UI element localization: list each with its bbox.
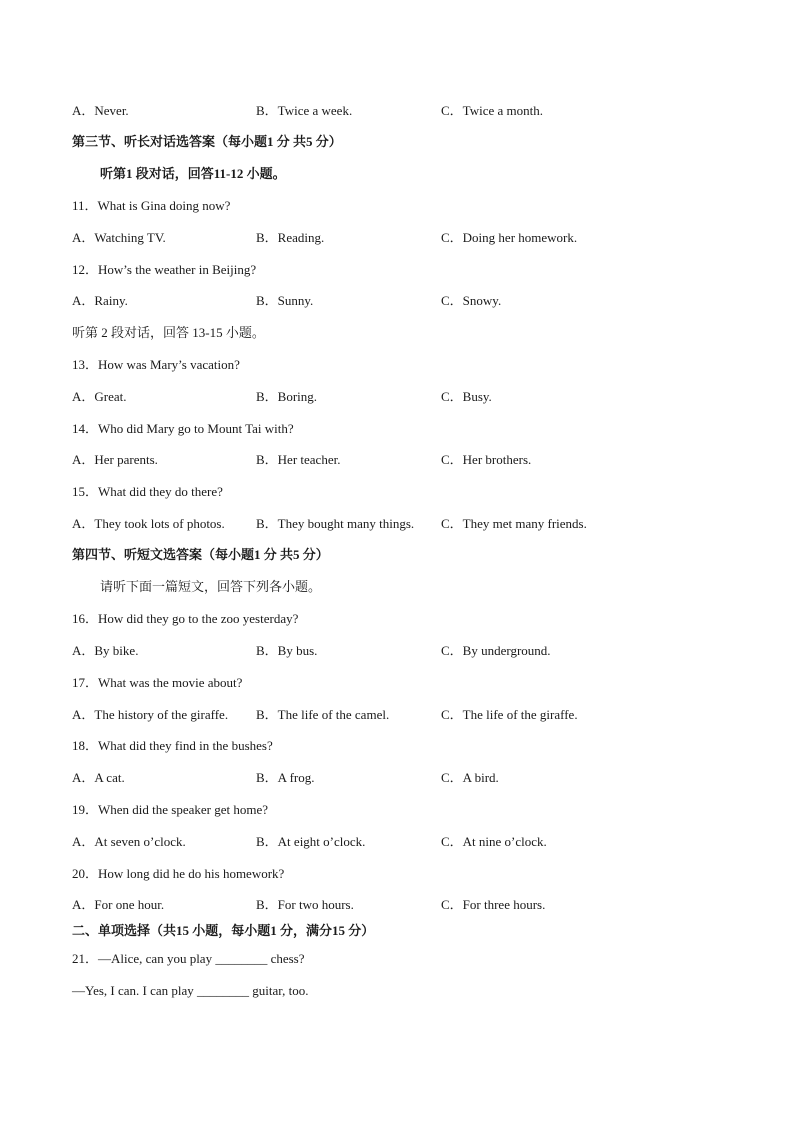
q17-option-b: B．The life of the camel. (256, 707, 390, 722)
q13-option-a: A．Great. (72, 389, 127, 404)
q15-option-c: C．They met many friends. (441, 516, 587, 531)
q15-option-a: A．They took lots of photos. (72, 516, 225, 531)
q19-option-c: C．At nine o’clock. (441, 834, 547, 849)
q18-option-a: A．A cat. (72, 770, 125, 785)
q15-option-b: B．They bought many things. (256, 516, 415, 531)
section3-title: 第三节、听长对话选答案（每小题1 分 共5 分） (72, 134, 342, 149)
q17-option-a: A．The history of the giraffe. (72, 707, 229, 722)
q12-option-b: B．Sunny. (256, 293, 314, 308)
q16-option-b: B．By bus. (256, 643, 318, 658)
q12-question: 12．How’s the weather in Beijing? (72, 262, 257, 277)
q20-option-c: C．For three hours. (441, 897, 546, 912)
q12-option-a: A．Rainy. (72, 293, 128, 308)
q10-option-b: B．Twice a week. (256, 103, 353, 118)
q21-line1: 21．—Alice, can you play ________ chess? (72, 951, 305, 966)
q18-option-b: B．A frog. (256, 770, 315, 785)
q12-option-c: C．Snowy. (441, 293, 502, 308)
q20-question: 20．How long did he do his homework? (72, 866, 285, 881)
section4-title: 第四节、听短文选答案（每小题1 分 共5 分） (72, 547, 329, 562)
q13-option-b: B．Boring. (256, 389, 318, 404)
q19-question: 19．When did the speaker get home? (72, 802, 269, 817)
q21-line2: —Yes, I can. I can play ________ guitar, too. (72, 983, 309, 998)
q14-option-b: B．Her teacher. (256, 452, 341, 467)
q16-option-c: C．By underground. (441, 643, 551, 658)
q18-question: 18．What did they find in the bushes? (72, 738, 273, 753)
q20-option-b: B．For two hours. (256, 897, 354, 912)
part-two-title: 二、单项选择（共15 小题，每小题1 分，满分15 分） (72, 923, 375, 938)
q14-option-a: A．Her parents. (72, 452, 158, 467)
q15-question: 15．What did they do there? (72, 484, 223, 499)
q11-option-c: C．Doing her homework. (441, 230, 578, 245)
section4-instruction: 请听下面一篇短文，回答下列各小题。 (100, 579, 322, 594)
q17-question: 17．What was the movie about? (72, 675, 243, 690)
q17-option-c: C．The life of the giraffe. (441, 707, 578, 722)
q11-option-a: A．Watching TV. (72, 230, 166, 245)
q10-option-a: A．Never. (72, 103, 129, 118)
q10-option-c: C．Twice a month. (441, 103, 543, 118)
q14-option-c: C．Her brothers. (441, 452, 532, 467)
section3-part2-instruction: 听第 2 段对话，回答 13-15 小题。 (72, 325, 265, 340)
q19-option-a: A．At seven o’clock. (72, 834, 186, 849)
q20-option-a: A．For one hour. (72, 897, 165, 912)
q18-option-c: C．A bird. (441, 770, 499, 785)
q11-option-b: B．Reading. (256, 230, 325, 245)
q19-option-b: B．At eight o’clock. (256, 834, 366, 849)
q13-question: 13．How was Mary’s vacation? (72, 357, 240, 372)
q11-question: 11．What is Gina doing now? (72, 198, 231, 213)
q16-option-a: A．By bike. (72, 643, 139, 658)
q14-question: 14．Who did Mary go to Mount Tai with? (72, 421, 294, 436)
section3-part1-instruction: 听第1 段对话，回答11-12 小题。 (100, 166, 286, 181)
q13-option-c: C．Busy. (441, 389, 492, 404)
q16-question: 16．How did they go to the zoo yesterday? (72, 611, 299, 626)
